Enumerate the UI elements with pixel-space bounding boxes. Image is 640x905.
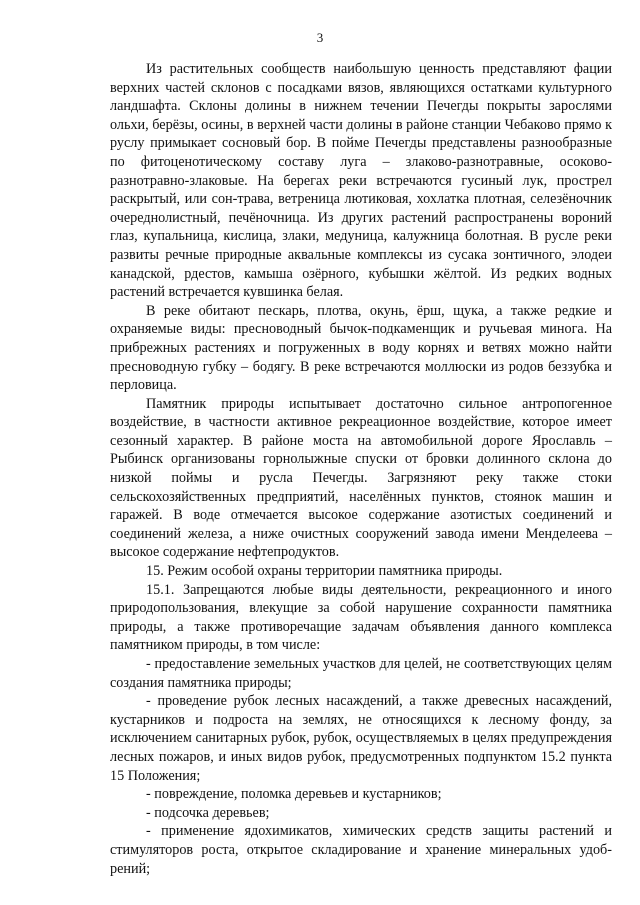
list-item-tapping: - подсочка деревьев;: [146, 804, 270, 821]
section-heading-protection-regime: 15. Режим особой охраны территории памятника природы.: [146, 563, 503, 580]
paragraph-anthropogenic-impact: Памятник природы испытывает достаточно сильное антропогенное воздействие, в частности активное рекреационное воздействие, которое имеет сезонный характер. В районе моста на автомобильной дороге Ярославль – Рыбинск организованы горнолыжные спуски от бровки долинного склона до низкой поймы и русла Печегды. Загрязняют реку также стоки сельскохозяйственных предприятий, населённых пунктов, стоянок машин и гаражей. В воде отмечается высокое содержание азотистых соединений и соединений железа, а ниже очистных сооружений завода имени Менделеева – высокое содержание нефтепродуктов.: [110, 395, 612, 561]
paragraph-flora: Из растительных сообществ наибольшую ценность представляют фации верхних частей склонов с посадками вязов, являющихся остатками культурного ландшафта. Склоны долины в нижнем течении Печегды покрыты зарослями ольхи, берёзы, осины, в верхней части долины в районе станции Чебаково прямо к руслу примыкает сосновый бор. В пойме Печегды представлены разнообразные по фитоценотическому составу луга – злаково-разнотравные, осоково-разнотравно-злаковые. На берегах реки встречаются гусиный лук, прострел раскрытый, или сон-трава, ветреница лютиковая, хохлатка плотная, селезёночник очереднолистный, печёночница. Из других растений распространены вороний глаз, купальница, кислица, злаки, медуница, калужница болотная. В русле реки развиты речные природные аквальные комплексы из сусака зонтичного, элодеи канадской, рдестов, камыша озёрного, кубышки жёлтой. Из редких водных растений встречается кувшинка белая.: [110, 61, 612, 301]
list-item-chemicals: - применение ядохимикатов, химических средств защиты растений и стимуляторов роста, открытое складирование и хранение минеральных удоб-рений;: [110, 823, 612, 877]
paragraph-prohibitions-intro: 15.1. Запрещаются любые виды деятельности, рекреационного и иного природопользования, влекущие за собой нарушение сохранности памятника природы, а также противоречащие задачам объявления данного комплекса памятником природы, в том числе:: [110, 581, 612, 654]
list-item-tree-damage: - повреждение, поломка деревьев и кустарников;: [146, 786, 442, 803]
list-item-land-allocation: - предоставление земельных участков для целей, не соответствующих целям создания памятника природы;: [110, 656, 612, 691]
paragraph-fauna: В реке обитают пескарь, плотва, окунь, ёрш, щука, а также редкие и охраняемые виды: пресноводный бычок-подкаменщик и ручьевая минога. На прибрежных растениях и погруженных в воду корнях и ветвях можно найти пресноводную губку – бодягу. В реке встречаются моллюски из родов беззубка и перловица.: [110, 302, 612, 394]
list-item-logging: - проведение рубок лесных насаждений, а также древесных насаждений, кустарников и подроста на землях, не относящихся к лесному фонду, за исключением санитарных рубок, рубок, осуществляемых в целях предупреждения лесных пожаров, и иных видов рубок, предусмотренных подпунктом 15.2 пункта 15 Положения;: [110, 693, 612, 784]
page-number: 3: [316, 30, 324, 45]
document-body: [110, 60, 612, 878]
